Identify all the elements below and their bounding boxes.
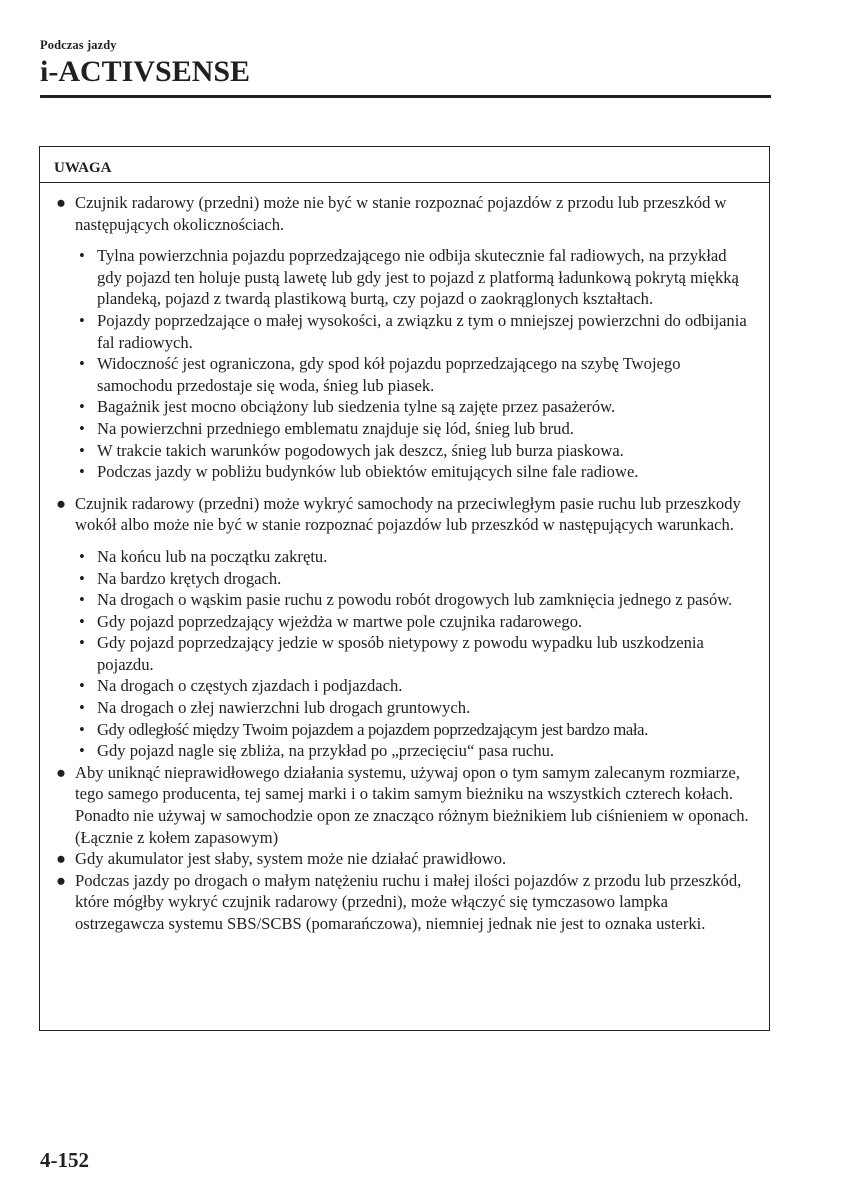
bullet-icon: • (79, 590, 85, 610)
bullet-icon: ● (56, 849, 67, 869)
sublist-item-text: Gdy pojazd poprzedzający jedzie w sposób nietypowy z powodu wypadku lub uszkodzenia pojazdu. (97, 633, 704, 674)
list-item-text: Czujnik radarowy (przedni) może wykryć samochody na przeciwległym pasie ruchu lub przeszkody wokół albo może nie być w stanie rozpoznać pojazdów lub przeszkód w następujących warunkach. (75, 493, 741, 535)
list-item (52, 762, 753, 848)
sublist-item (75, 461, 753, 483)
bullet-icon: ● (56, 493, 67, 513)
bullet-icon: • (79, 462, 85, 482)
sublist-item (75, 546, 753, 568)
sublist-item-text: Na drogach o złej nawierzchni lub drogach gruntowych. (97, 698, 471, 718)
sublist-item-text: Na drogach o wąskim pasie ruchu z powodu robót drogowych lub zamknięcia jednego z pasów. (97, 590, 733, 610)
bullet-icon: • (79, 676, 85, 696)
list-item (52, 192, 753, 483)
sublist-item-text: Tylna powierzchnia pojazdu poprzedzającego nie odbija skutecznie fal radiowych, na przykład gdy pojazd ten holuje pustą lawetę lub gdy jest to pojazd z platformą ładunkową pokrytą miękką plandeką, pojazd z twardą plastikową burtą, czy pojazd o zaokrąglonych kształtach. (97, 246, 739, 309)
bullet-icon: • (79, 741, 85, 761)
list-item-text: Czujnik radarowy (przedni) może nie być w stanie rozpoznać pojazdów z przodu lub przeszkód w następujących okolicznościach. (75, 193, 727, 234)
sublist-item-text: Podczas jazdy w pobliżu budynków lub obiektów emitujących silne fale radiowe. (97, 462, 639, 482)
list-item (52, 493, 753, 762)
sublist-item (75, 310, 753, 353)
bullet-icon: • (79, 719, 85, 739)
caution-list (52, 192, 753, 935)
sublist-item-text: Gdy pojazd nagle się zbliża, na przykład po „przecięciu“ pasa ruchu. (97, 741, 555, 761)
bullet-icon: • (79, 440, 85, 460)
bullet-icon: • (79, 246, 85, 266)
title-divider (40, 95, 771, 98)
bullet-icon: • (79, 354, 85, 374)
sublist-item-text: W trakcie takich warunków pogodowych jak deszcz, śnieg lub burza piaskowa. (97, 440, 624, 460)
sublist-item (75, 697, 753, 719)
sublist-item (75, 719, 753, 741)
caution-box (39, 146, 770, 1031)
sublist-item-text: Na końcu lub na początku zakrętu. (97, 546, 328, 566)
sublist (75, 245, 753, 483)
sublist-item (75, 353, 753, 396)
sublist-item (75, 589, 753, 611)
section-label: Podczas jazdy (40, 38, 117, 52)
list-item-text: Gdy akumulator jest słaby, system może nie działać prawidłowo. (75, 849, 507, 869)
sublist-item-text: Gdy odległość między Twoim pojazdem a pojazdem poprzedzającym jest bardzo mała. (97, 719, 649, 739)
sublist-item (75, 568, 753, 590)
sublist-item-text: Na bardzo krętych drogach. (97, 568, 282, 588)
sublist-item (75, 396, 753, 418)
sublist-item (75, 245, 753, 310)
sublist-item-text: Pojazdy poprzedzające o małej wysokości, a związku z tym o mniejszej powierzchni do odbijania fal radiowych. (97, 310, 747, 352)
sublist-item (75, 611, 753, 633)
list-item-text: Podczas jazdy po drogach o małym natężeniu ruchu i małej ilości pojazdów z przodu lub przeszkód, które mógłby wykryć czujnik radarowy (przedni), może włączyć się tymczasowo lampka ostrzegawcza systemu SBS/SCBS (pomarańczowa), niemniej jednak nie jest to oznaka usterki. (75, 870, 742, 933)
page-number: 4-152 (40, 1148, 89, 1172)
sublist-item (75, 418, 753, 440)
bullet-icon: ● (56, 870, 67, 890)
caution-heading: UWAGA (40, 147, 769, 183)
bullet-icon: • (79, 698, 85, 718)
bullet-icon: • (79, 397, 85, 417)
bullet-icon: ● (56, 762, 67, 782)
bullet-icon: • (79, 633, 85, 653)
sublist-item-text: Na drogach o częstych zjazdach i podjazdach. (97, 676, 403, 696)
list-item (52, 870, 753, 935)
sublist-item-text: Widoczność jest ograniczona, gdy spod kół pojazdu poprzedzającego na szybę Twojego samochodu przedostaje się woda, śnieg lub piasek. (97, 354, 681, 395)
bullet-icon: ● (56, 193, 67, 212)
sublist-item-text: Na powierzchni przedniego emblematu znajduje się lód, śnieg lub brud. (97, 418, 574, 438)
bullet-icon: • (79, 310, 85, 330)
sublist (75, 546, 753, 762)
sublist-item (75, 675, 753, 697)
list-item (52, 848, 753, 870)
bullet-icon: • (79, 546, 85, 566)
bullet-icon: • (79, 611, 85, 631)
bullet-icon: • (79, 568, 85, 588)
sublist-item-text: Gdy pojazd poprzedzający wjeżdża w martwe pole czujnika radarowego. (97, 611, 583, 631)
list-item-text: Aby uniknąć nieprawidłowego działania systemu, używaj opon o tym samym zalecanym rozmiarze, tego samego producenta, tej samej marki i o takim samym bieżniku na wszystkich czterech kołach. Ponadto nie używaj w samochodzie opon ze znacząco różnym bieżnikiem lub ciśnieniem w oponach. (Łącznie z kołem zapasowym) (75, 762, 749, 847)
sublist-item (75, 440, 753, 462)
sublist-item (75, 740, 753, 762)
page-title: i-ACTIVSENSE (40, 55, 251, 88)
bullet-icon: • (79, 418, 85, 438)
sublist-item-text: Bagażnik jest mocno obciążony lub siedzenia tylne są zajęte przez pasażerów. (97, 397, 616, 417)
caution-body (40, 183, 769, 935)
sublist-item (75, 632, 753, 675)
